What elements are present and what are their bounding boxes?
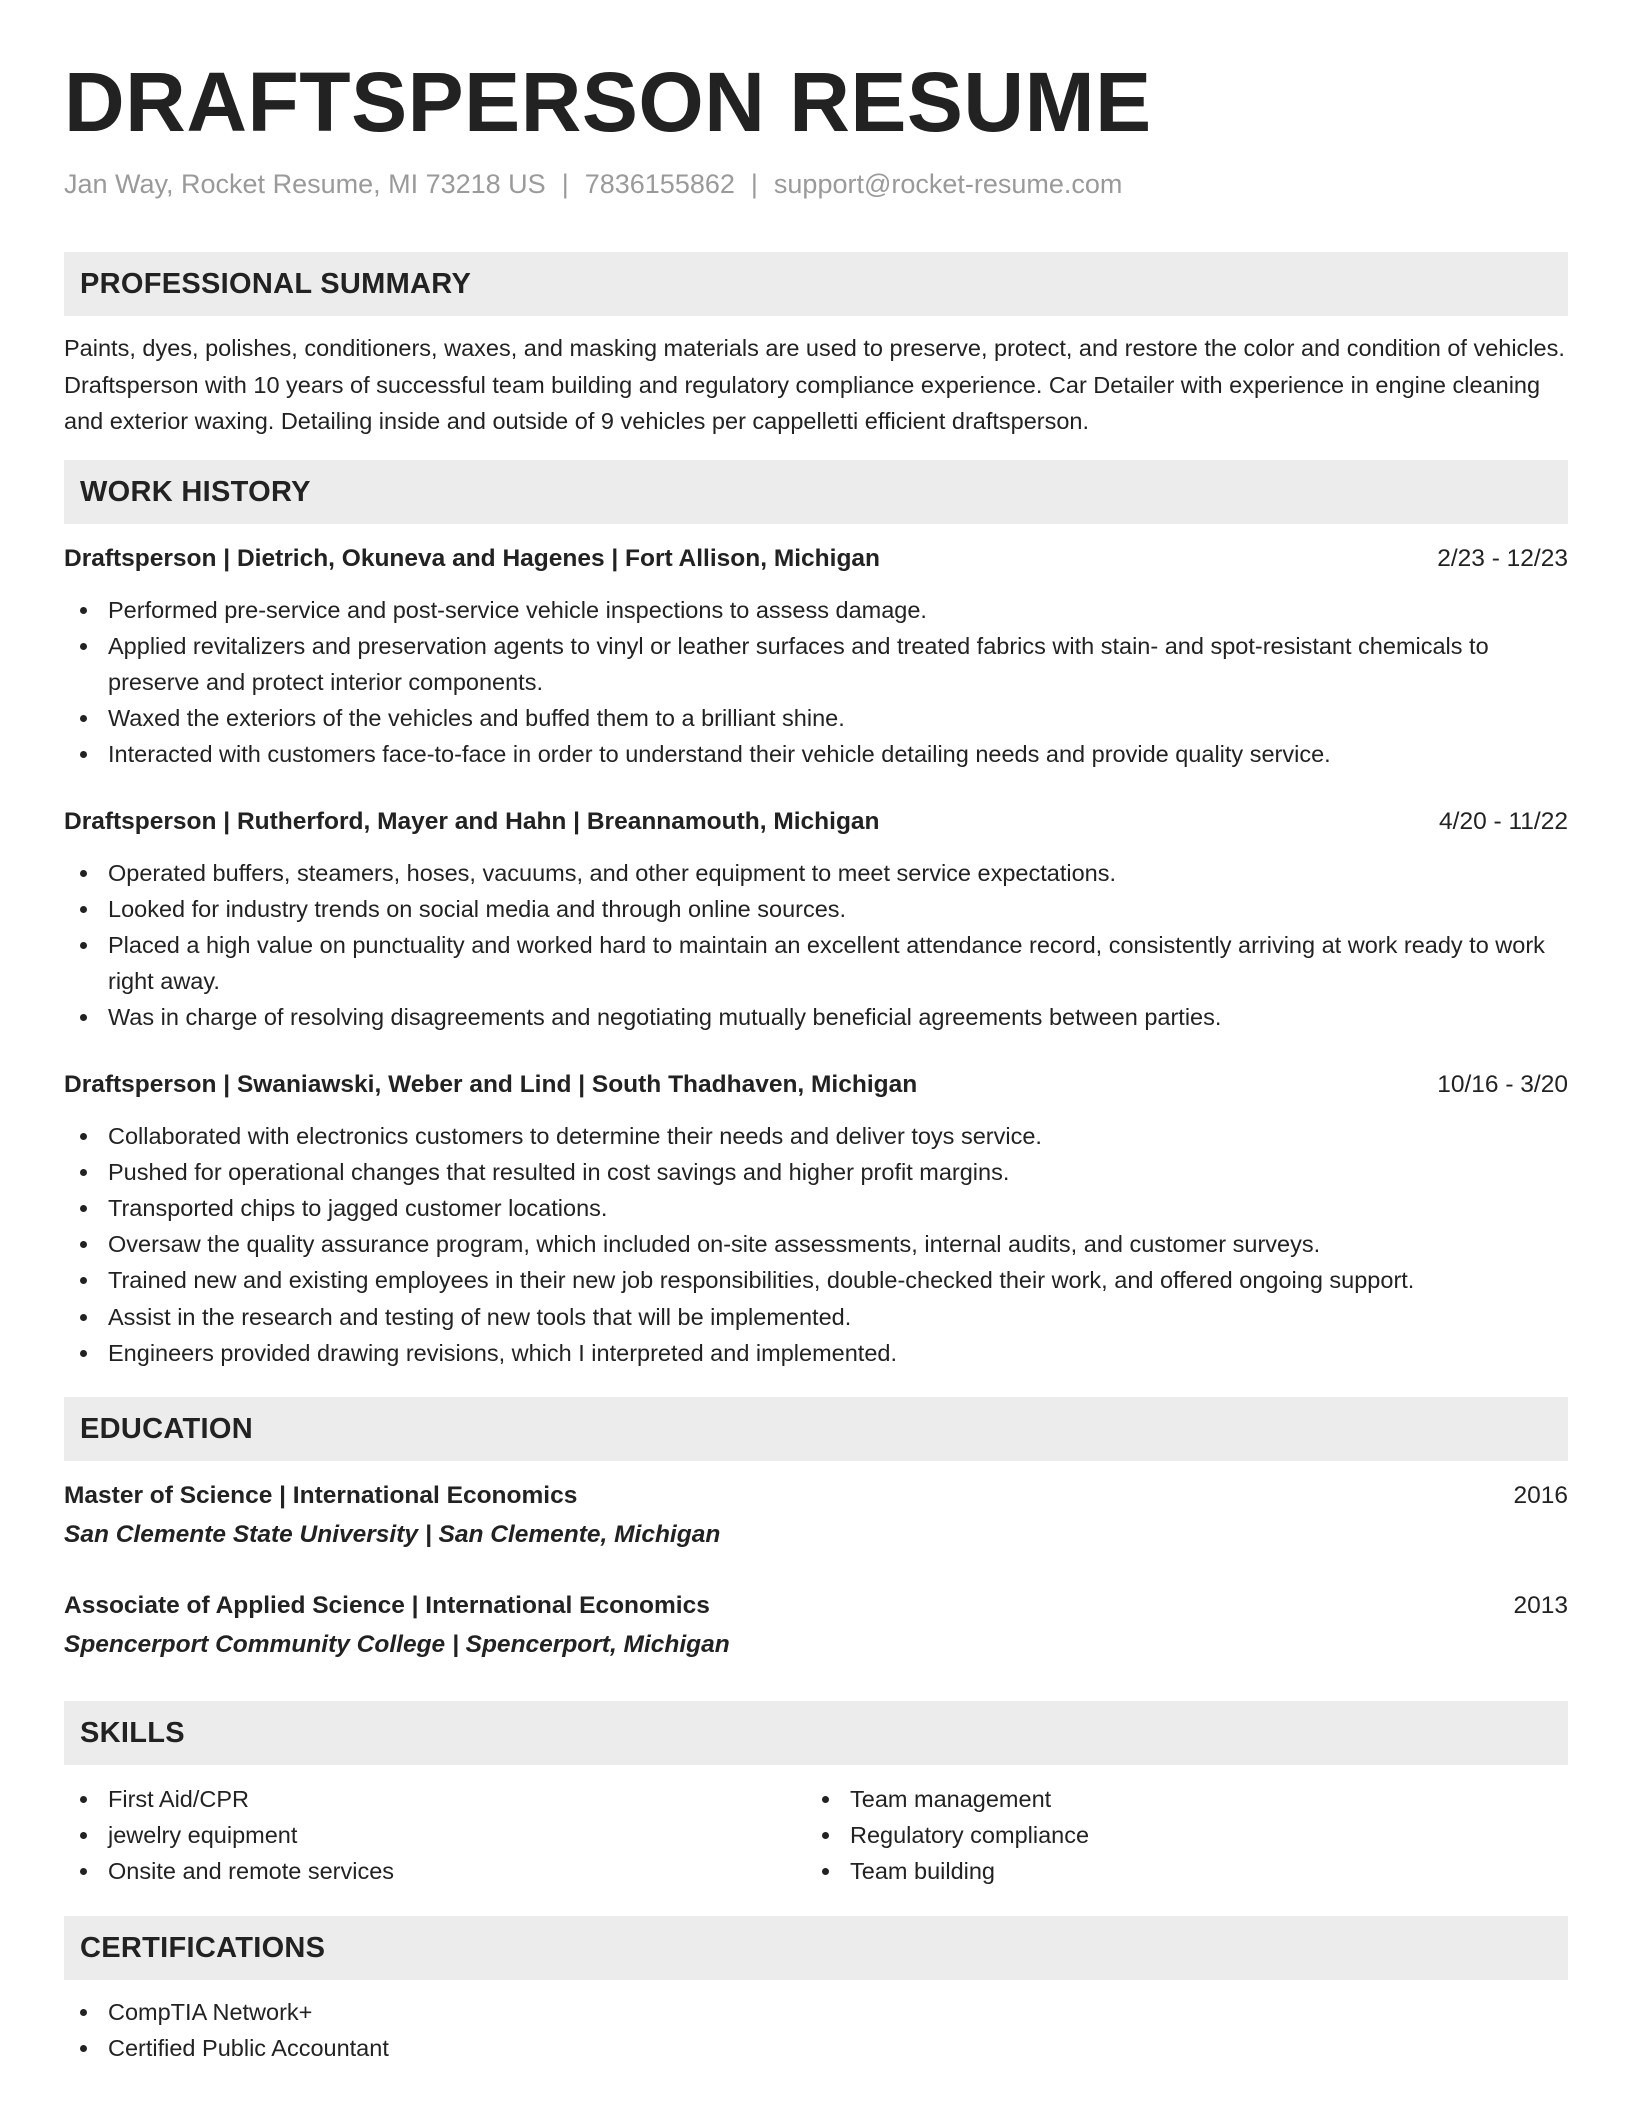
education-year: 2016 (1513, 1481, 1568, 1509)
skill-item: Team building (806, 1853, 1548, 1889)
contact-address: Jan Way, Rocket Resume, MI 73218 US (64, 169, 546, 199)
skill-item: First Aid/CPR (64, 1781, 806, 1817)
job-dates: 2/23 - 12/23 (1437, 544, 1568, 572)
contact-phone: 7836155862 (584, 169, 735, 199)
section-header-work-history: WORK HISTORY (64, 460, 1568, 524)
certifications-list (64, 1994, 1568, 2066)
job-bullet: Placed a high value on punctuality and worked hard to maintain an excellent attendance record, consistently arriving at work ready to work right away. (64, 927, 1568, 999)
contact-email: support@rocket-resume.com (773, 169, 1123, 199)
certification-item: Certified Public Accountant (64, 2030, 1568, 2066)
education-school: San Clemente State University | San Clemente, Michigan (64, 1520, 721, 1548)
education-year: 2013 (1513, 1591, 1568, 1619)
job-bullet-list (64, 592, 1568, 773)
section-header-summary: PROFESSIONAL SUMMARY (64, 252, 1568, 316)
education-degree: Associate of Applied Science | International Economics (64, 1591, 710, 1619)
job-entry (64, 805, 1568, 1036)
summary-text: Paints, dyes, polishes, conditioners, waxes, and masking materials are used to preserve, protect, and restore the color and condition of vehicles. Draftsperson with 10 years of successful team building and regulatory compliance experience. Car Detailer with experience in engine cleaning and exterior waxing. Detailing inside and outside of 9 vehicles per cappelletti efficient draftsperson. (64, 335, 1565, 434)
education-entry (64, 1479, 1568, 1553)
skills-columns (64, 1781, 1568, 1890)
skill-item: Onsite and remote services (64, 1853, 806, 1889)
skill-item: jewelry equipment (64, 1817, 806, 1853)
job-bullet: Transported chips to jagged customer locations. (64, 1190, 1568, 1226)
job-bullet: Waxed the exteriors of the vehicles and buffed them to a brilliant shine. (64, 700, 1568, 736)
job-dates: 10/16 - 3/20 (1437, 1070, 1568, 1098)
job-bullet: Performed pre-service and post-service vehicle inspections to assess damage. (64, 592, 1568, 628)
skill-item: Team management (806, 1781, 1548, 1817)
page-title: DRAFTSPERSON RESUME (64, 55, 1152, 149)
job-entry (64, 1068, 1568, 1371)
job-bullet: Was in charge of resolving disagreements and negotiating mutually beneficial agreements between parties. (64, 999, 1568, 1035)
job-bullet: Applied revitalizers and preservation agents to vinyl or leather surfaces and treated fabrics with stain- and spot-resistant chemicals to preserve and protect interior components. (64, 628, 1568, 700)
job-bullet: Interacted with customers face-to-face in order to understand their vehicle detailing needs and provide quality service. (64, 736, 1568, 772)
job-bullet: Pushed for operational changes that resulted in cost savings and higher profit margins. (64, 1154, 1568, 1190)
job-bullet: Engineers provided drawing revisions, which I interpreted and implemented. (64, 1335, 1568, 1371)
education-school: Spencerport Community College | Spencerport, Michigan (64, 1630, 730, 1658)
education-degree: Master of Science | International Economics (64, 1481, 578, 1509)
certification-item: CompTIA Network+ (64, 1994, 1568, 2030)
section-header-certifications: CERTIFICATIONS (64, 1916, 1568, 1980)
job-bullet: Trained new and existing employees in their new job responsibilities, double-checked their work, and offered ongoing support. (64, 1262, 1568, 1298)
job-entry (64, 542, 1568, 773)
skill-item: Regulatory compliance (806, 1817, 1548, 1853)
job-bullet-list (64, 855, 1568, 1036)
job-bullet: Looked for industry trends on social media and through online sources. (64, 891, 1568, 927)
contact-line (64, 166, 1568, 202)
skills-list-left (64, 1781, 806, 1890)
job-bullet: Oversaw the quality assurance program, which included on-site assessments, internal audits, and customer surveys. (64, 1226, 1568, 1262)
contact-separator: | (561, 169, 569, 199)
job-title: Draftsperson | Rutherford, Mayer and Hahn | Breannamouth, Michigan (64, 807, 880, 835)
skills-list-right (806, 1781, 1548, 1890)
job-title: Draftsperson | Dietrich, Okuneva and Hagenes | Fort Allison, Michigan (64, 544, 881, 572)
education-entry (64, 1589, 1568, 1663)
contact-separator: | (750, 169, 758, 199)
section-header-skills: SKILLS (64, 1701, 1568, 1765)
job-bullet: Assist in the research and testing of new tools that will be implemented. (64, 1299, 1568, 1335)
job-bullet: Operated buffers, steamers, hoses, vacuums, and other equipment to meet service expectations. (64, 855, 1568, 891)
job-title: Draftsperson | Swaniawski, Weber and Lind | South Thadhaven, Michigan (64, 1070, 918, 1098)
job-dates: 4/20 - 11/22 (1439, 807, 1568, 835)
job-bullet: Collaborated with electronics customers to determine their needs and deliver toys service. (64, 1118, 1568, 1154)
job-bullet-list (64, 1118, 1568, 1371)
section-header-education: EDUCATION (64, 1397, 1568, 1461)
